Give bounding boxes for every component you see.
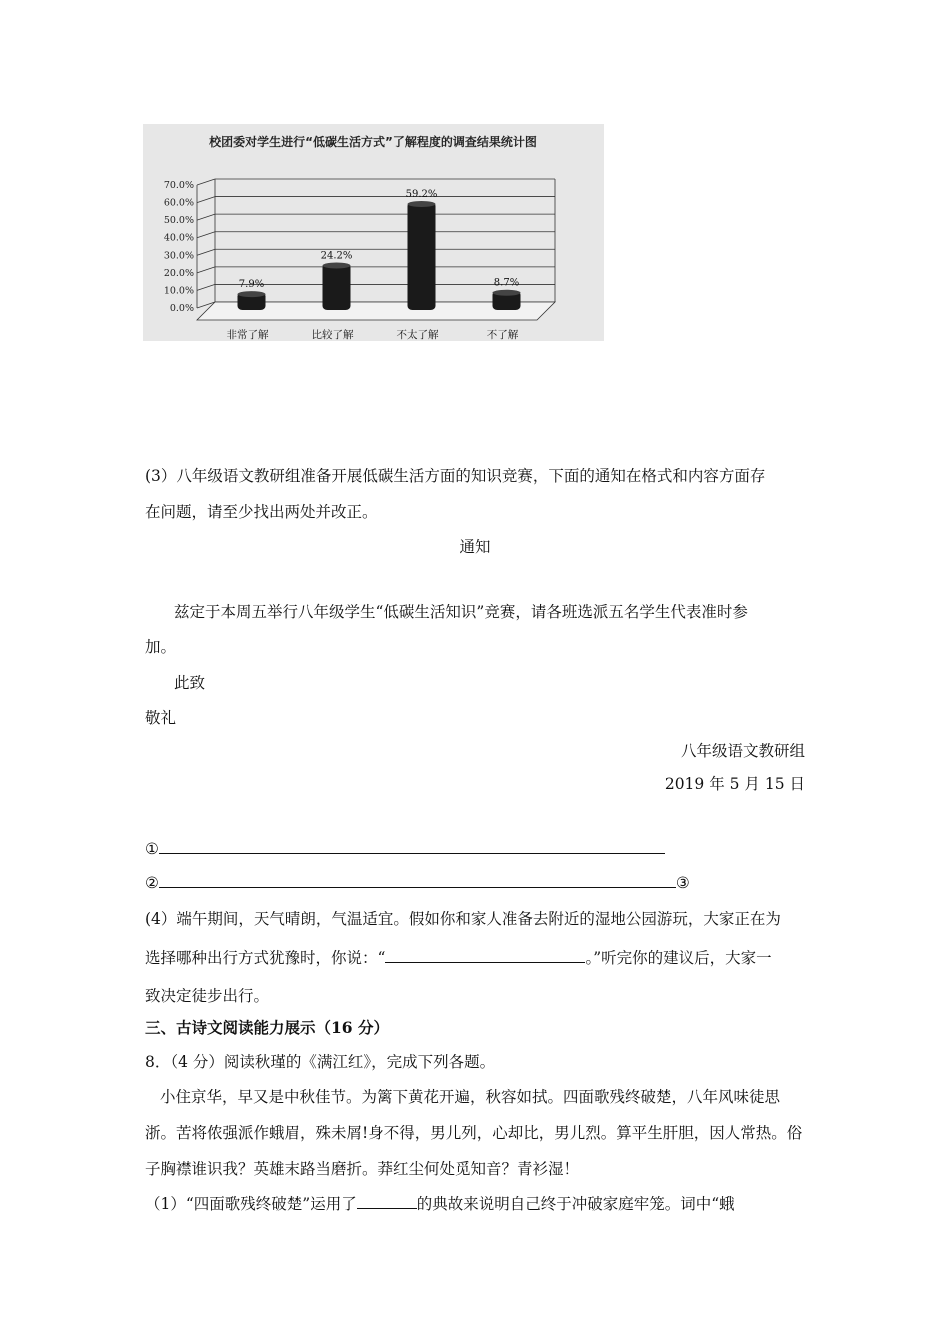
q4-line-2 [145, 946, 772, 968]
gridline-side [197, 284, 215, 290]
gridline-side [197, 267, 215, 273]
answer-blank-1[interactable] [159, 839, 665, 854]
q8-sub1-line [145, 1192, 735, 1214]
gridline-side [197, 232, 215, 238]
answer-line-1[interactable] [145, 839, 665, 858]
y-tick-label: 30.0% [163, 250, 194, 262]
chart-canvas [143, 124, 604, 341]
x-category-label: 比较了解 [311, 329, 354, 341]
bar-value-label: 59.2% [405, 188, 438, 200]
answer-blank-2[interactable] [159, 873, 676, 888]
q3-line-1: (3）八年级语文教研组准备开展低碳生活方面的知识竞赛，下面的通知在格式和内容方面存 [145, 467, 766, 485]
q8-sub1-start: （1）“四面歌残终破楚”运用了 [145, 1195, 357, 1213]
y-tick-label: 60.0% [163, 197, 194, 209]
bar-top [493, 290, 521, 296]
answer-line-2[interactable] [145, 873, 690, 892]
gridline-side [197, 214, 215, 220]
notice-sender: 八年级语文教研组 [680, 742, 805, 760]
poem-line-1: 小住京华，早又是中秋佳节。为篱下黄花开遍，秋容如拭。四面歌残终破楚，八年风味徒思 [160, 1088, 781, 1106]
gridline-side [197, 249, 215, 255]
notice-title: 通知 [459, 538, 491, 556]
q4-line-1: (4）端午期间，天气晴朗，气温适宜。假如你和家人准备去附近的湿地公园游玩，大家正在为 [145, 910, 781, 928]
y-tick-label: 50.0% [163, 215, 194, 227]
q4-line-2-end: 。”听完你的建议后，大家一 [585, 949, 772, 967]
bar-value-label: 24.2% [320, 250, 353, 262]
poem-line-2: 浙。苦将侬强派作蛾眉，殊未屑!身不得，男儿列，心却比，男儿烈。算平生肝胆，因人常热。俗 [145, 1124, 803, 1142]
notice-body-line-2: 加。 [145, 638, 177, 656]
survey-bar-chart [143, 124, 604, 341]
y-tick-label: 70.0% [163, 180, 194, 191]
notice-body-line-1: 兹定于本周五举行八年级学生“低碳生活知识”竞赛，请各班选派五名学生代表准时参 [174, 603, 748, 621]
answer-marker-1: ① [145, 840, 159, 858]
q8-line-1: 8．（4 分）阅读秋瑾的《满江红》，完成下列各题。 [145, 1053, 496, 1071]
section-3-heading: 三、古诗文阅读能力展示（16 分） [145, 1018, 389, 1037]
q8-sub1-blank[interactable] [357, 1194, 417, 1209]
notice-closing-2: 敬礼 [145, 709, 177, 727]
answer-marker-2: ② [145, 874, 159, 892]
notice-date: 2019 年 5 月 15 日 [664, 775, 805, 793]
y-tick-label: 10.0% [163, 285, 194, 297]
poem-line-3: 子胸襟谁识我？英雄末路当磨折。莽红尘何处觅知音？青衫湿！ [145, 1160, 580, 1178]
gridline-side [197, 197, 215, 203]
gridline-side [197, 179, 215, 185]
q4-answer-blank[interactable] [385, 948, 585, 963]
q4-line-3: 致决定徒步出行。 [145, 987, 270, 1005]
bar-top [408, 201, 436, 207]
bar-top [323, 262, 351, 268]
bar-value-label: 8.7% [493, 277, 520, 289]
bar [323, 263, 351, 310]
q4-line-2-start: 选择哪种出行方式犹豫时，你说：“ [145, 949, 386, 967]
bar [408, 202, 436, 310]
bar-top [238, 291, 266, 297]
y-tick-label: 0.0% [169, 303, 194, 314]
answer-marker-3: ③ [675, 874, 690, 892]
notice-closing-1: 此致 [174, 674, 206, 692]
chart-title: 校团委对学生进行“低碳生活方式”了解程度的调查结果统计图 [209, 135, 537, 149]
x-category-label: 不太了解 [396, 329, 439, 341]
x-category-label: 不了解 [486, 329, 519, 341]
y-tick-label: 40.0% [163, 232, 194, 244]
x-category-label: 非常了解 [226, 329, 269, 341]
q8-sub1-end: 的典故来说明自己终于冲破家庭牢笼。词中“蛾 [416, 1195, 735, 1213]
y-tick-label: 20.0% [163, 267, 194, 279]
bar-value-label: 7.9% [238, 279, 265, 291]
q3-line-2: 在问题，请至少找出两处并改正。 [145, 503, 378, 521]
